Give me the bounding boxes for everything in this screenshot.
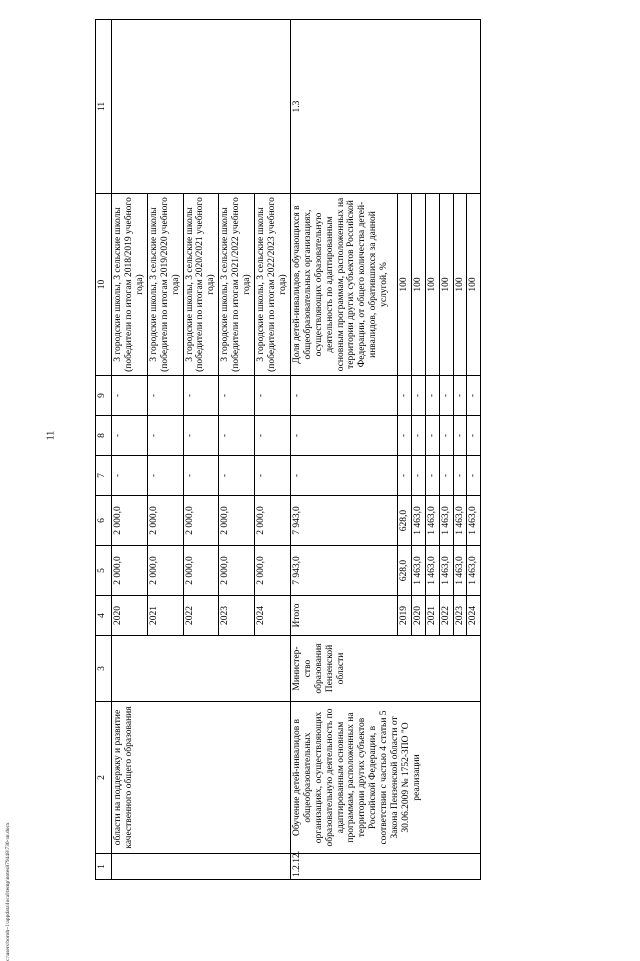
- cell-indicator: 3 городские школы, 3 сельские школы (победители по итогам 2020/2021 учебного года): [183, 194, 219, 376]
- cell-value: -: [439, 416, 453, 456]
- cell-indicator: 100: [439, 194, 453, 376]
- cell-value: -: [453, 376, 467, 416]
- cell-year: 2022: [183, 596, 219, 636]
- cell-num: [112, 854, 291, 880]
- cell-value: 2 000,0: [112, 496, 148, 546]
- cell-value: -: [290, 376, 397, 416]
- cell-value: 2 000,0: [219, 496, 255, 546]
- program-table: [95, 19, 481, 880]
- cell-value: 628,0: [397, 546, 411, 596]
- cell-value: 7 943,0: [290, 496, 397, 546]
- header-cell: 11: [96, 20, 112, 194]
- cell-value: 1 463,0: [411, 546, 425, 596]
- cell-value: -: [439, 456, 453, 496]
- header-cell: 9: [96, 376, 112, 416]
- cell-year: 2019: [397, 596, 411, 636]
- cell-value: 2 000,0: [255, 496, 291, 546]
- cell-executor: Министер-ство образования Пензенской области: [290, 636, 481, 702]
- cell-value: -: [425, 416, 439, 456]
- cell-value: 2 000,0: [219, 546, 255, 596]
- cell-value: -: [112, 456, 148, 496]
- cell-indicator: 100: [425, 194, 439, 376]
- table-row: [290, 20, 397, 880]
- cell-year: 2022: [439, 596, 453, 636]
- cell-indicator: 3 городские школы, 3 сельские школы (победители по итогам 2022/2023 учебного года): [255, 194, 291, 376]
- header-cell: 3: [96, 636, 112, 702]
- cell-value: -: [147, 416, 183, 456]
- cell-value: 2 000,0: [112, 546, 148, 596]
- cell-value: -: [397, 456, 411, 496]
- table-row: [112, 20, 148, 880]
- cell-value: 2 000,0: [183, 546, 219, 596]
- cell-value: 2 000,0: [183, 496, 219, 546]
- cell-measure: Обучение детей-инвалидов в общеобразовательных организациях, осуществляющих образовательную деятельность по адаптированным основным программам, расположенных на территории других субъектов Российской Федерации, в соответствии с частью 4 статьи 5 Закона Пензенской области от 30.06.2009 № 1752-ЗПО "О реализации: [290, 702, 481, 854]
- cell-value: -: [147, 456, 183, 496]
- cell-value: 1 463,0: [453, 496, 467, 546]
- cell-year: 2024: [255, 596, 291, 636]
- header-cell: 8: [96, 416, 112, 456]
- cell-value: 1 463,0: [467, 546, 481, 596]
- cell-value: -: [467, 456, 481, 496]
- cell-indicator: Доля детей-инвалидов, обучающихся в общеобразовательных организациях, осуществляющих образовательную деятельность по адаптированным основным программам, расположенных на территории других субъектов Российской Федерации, от общего количества детей-инвалидов, обратившихся за данной услугой, %: [290, 194, 397, 376]
- cell-value: -: [439, 376, 453, 416]
- cell-value: -: [290, 456, 397, 496]
- cell-year: 2021: [147, 596, 183, 636]
- cell-value: 2 000,0: [255, 546, 291, 596]
- cell-value: 1 463,0: [425, 546, 439, 596]
- header-cell: 10: [96, 194, 112, 376]
- cell-value: -: [467, 376, 481, 416]
- rotated-table-container: [95, 20, 635, 880]
- cell-indicator: 3 городские школы, 3 сельские школы (победители по итогам 2021/2022 учебного года): [219, 194, 255, 376]
- cell-indicator: 100: [397, 194, 411, 376]
- cell-indicator: 100: [467, 194, 481, 376]
- cell-value: -: [411, 416, 425, 456]
- cell-num: 1.2.12.: [290, 854, 481, 880]
- cell-value: 1 463,0: [453, 546, 467, 596]
- cell-year: 2023: [453, 596, 467, 636]
- cell-value: 1 463,0: [439, 496, 453, 546]
- cell-value: -: [219, 416, 255, 456]
- cell-value: -: [453, 416, 467, 456]
- cell-indicator: 100: [411, 194, 425, 376]
- cell-value: -: [112, 416, 148, 456]
- cell-value: -: [397, 416, 411, 456]
- footer-file-path: c:\users\boroh~1\appdata\local\temp\notes879448\730-зп.docx: [5, 822, 11, 961]
- header-cell: 7: [96, 456, 112, 496]
- cell-value: 2 000,0: [147, 496, 183, 546]
- cell-indicator: 100: [453, 194, 467, 376]
- cell-executor: [112, 636, 291, 702]
- cell-year: 2021: [425, 596, 439, 636]
- header-row: [96, 20, 112, 880]
- cell-value: -: [467, 416, 481, 456]
- cell-year: 2020: [112, 596, 148, 636]
- cell-year: 2024: [467, 596, 481, 636]
- cell-value: -: [112, 376, 148, 416]
- cell-value: -: [255, 416, 291, 456]
- cell-value: -: [397, 376, 411, 416]
- cell-value: 2 000,0: [147, 546, 183, 596]
- cell-year: 2020: [411, 596, 425, 636]
- cell-value: 1 463,0: [425, 496, 439, 546]
- cell-value: 7 943,0: [290, 546, 397, 596]
- cell-value: 1 463,0: [439, 546, 453, 596]
- cell-value: -: [411, 376, 425, 416]
- cell-value: -: [290, 416, 397, 456]
- cell-value: -: [425, 456, 439, 496]
- cell-value: -: [453, 456, 467, 496]
- cell-value: -: [219, 376, 255, 416]
- cell-value: 628,0: [397, 496, 411, 546]
- cell-year: 2023: [219, 596, 255, 636]
- cell-link: [112, 20, 291, 194]
- cell-value: -: [425, 376, 439, 416]
- page-number: 11: [45, 430, 57, 441]
- cell-measure: области на поддержку и развитие качественного общего образования: [112, 702, 291, 854]
- cell-value: -: [411, 456, 425, 496]
- cell-value: -: [183, 376, 219, 416]
- cell-value: -: [147, 376, 183, 416]
- cell-value: -: [183, 416, 219, 456]
- cell-value: -: [219, 456, 255, 496]
- cell-value: -: [183, 456, 219, 496]
- cell-link: 1.3: [290, 20, 481, 194]
- header-cell: 6: [96, 496, 112, 546]
- header-cell: 5: [96, 546, 112, 596]
- cell-indicator: 3 городские школы, 3 сельские школы (победители по итогам 2018/2019 учебного года): [112, 194, 148, 376]
- header-cell: 4: [96, 596, 112, 636]
- cell-value: 1 463,0: [411, 496, 425, 546]
- header-cell: 1: [96, 854, 112, 880]
- header-cell: 2: [96, 702, 112, 854]
- cell-value: 1 463,0: [467, 496, 481, 546]
- cell-indicator: 3 городские школы, 3 сельские школы (победители по итогам 2019/2020 учебного года): [147, 194, 183, 376]
- cell-value: -: [255, 376, 291, 416]
- cell-value: -: [255, 456, 291, 496]
- cell-year: Итого: [290, 596, 397, 636]
